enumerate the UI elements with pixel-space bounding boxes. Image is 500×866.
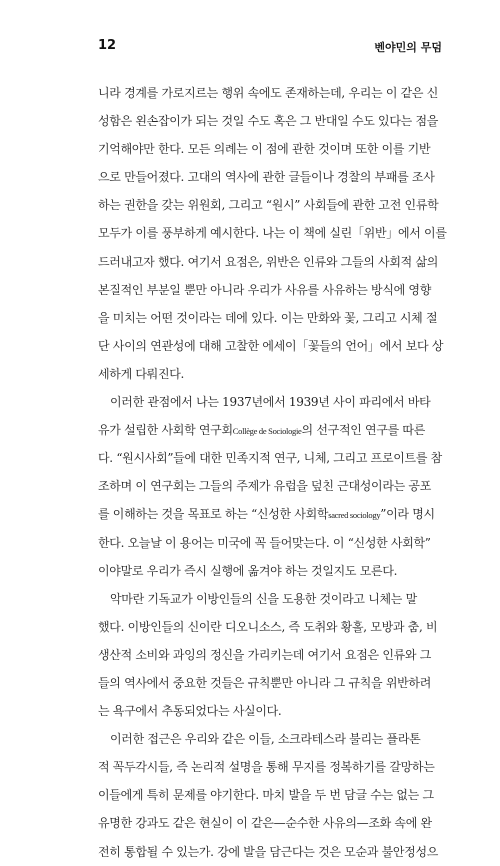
text-line bbox=[98, 276, 444, 304]
text-line bbox=[98, 79, 444, 107]
text-line-content: 이들에게 특히 문제를 야기한다. 마치 발을 두 번 담글 수는 없는 그 bbox=[98, 788, 434, 803]
text-line bbox=[98, 135, 444, 163]
text-line bbox=[98, 725, 444, 753]
running-title: 벤야민의 무덤 bbox=[374, 41, 442, 54]
text-line-content: 를 이해하는 것을 목표로 하는 “신성한 사회학 bbox=[98, 507, 329, 522]
text-line-content: 이러한 접근은 우리와 같은 이들, 소크라테스라 불리는 플라톤 bbox=[110, 732, 421, 747]
text-line bbox=[98, 613, 444, 641]
text-line bbox=[98, 444, 444, 472]
text-line-content: 생산적 소비와 과잉의 정신을 가리키는데 여기서 요점은 인류와 그 bbox=[98, 647, 432, 662]
text-line bbox=[98, 697, 444, 725]
text-line-content: 으로 만들어졌다. 고대의 역사에 관한 글들이나 경찰의 부패를 조사 bbox=[98, 170, 435, 185]
text-line bbox=[98, 781, 444, 809]
text-line bbox=[98, 529, 444, 557]
text-line-content: 다. “원시사회”들에 대한 민족지적 연구, 니체, 그리고 프로이트를 참 bbox=[98, 451, 442, 466]
text-line bbox=[98, 809, 444, 837]
foreign-term: sacred sociology bbox=[328, 510, 381, 521]
text-line-content: 조하며 이 연구회는 그들의 주제가 유럽을 덮친 근대성이라는 공포 bbox=[98, 479, 432, 494]
text-line bbox=[98, 163, 444, 191]
text-line bbox=[98, 248, 444, 276]
text-line-content: 기억해야만 한다. 모든 의례는 이 점에 관한 것이며 또한 이를 기반 bbox=[98, 142, 431, 157]
foreign-term: Collège de Sociologie bbox=[232, 426, 302, 437]
text-line-content: 모두가 이를 풍부하게 예시한다. 나는 이 책에 실린「위반」에서 이를 bbox=[98, 226, 447, 241]
text-line-content: 니라 경계를 가로지르는 행위 속에도 존재하는데, 우리는 이 같은 신 bbox=[98, 86, 439, 100]
text-line bbox=[98, 219, 447, 247]
text-line bbox=[98, 472, 444, 500]
text-line-content: 유명한 강과도 같은 현실이 이 같은—순수한 사유의—조화 속에 완 bbox=[98, 816, 432, 831]
text-line-content: 전히 통합될 수 있는가. 강에 발을 담근다는 것은 모순과 불안정성으 bbox=[98, 844, 439, 859]
text-line bbox=[98, 191, 444, 219]
text-line-content: 적 꼭두각시들, 즉 논리적 설명을 통해 무지를 정복하기를 갈망하는 bbox=[98, 760, 435, 775]
text-line-content: 유가 설립한 사회학 연구회 bbox=[98, 423, 233, 438]
text-line-content: 한다. 오늘날 이 용어는 미국에 꼭 들어맞는다. 이 “신성한 사회학” bbox=[98, 535, 431, 550]
text-line-content: 는 욕구에서 추동되었다는 사실이다. bbox=[98, 704, 282, 719]
text-line bbox=[98, 416, 444, 444]
text-line-content: 성함은 왼손잡이가 되는 것일 수도 혹은 그 반대일 수도 있다는 점을 bbox=[98, 114, 439, 129]
text-line bbox=[98, 500, 444, 528]
text-line bbox=[98, 838, 444, 866]
body-text bbox=[98, 79, 447, 866]
text-line-content: 하는 권한을 갖는 위원회, 그리고 “원시” 사회들에 관한 고전 인류학 bbox=[98, 198, 439, 213]
text-line-content: 을 미치는 어떤 것이라는 데에 있다. 이는 만화와 꽃, 그리고 시체 절 bbox=[98, 310, 438, 325]
text-line bbox=[98, 388, 444, 416]
text-line bbox=[98, 557, 444, 585]
page-number: 12 bbox=[98, 38, 117, 53]
text-line bbox=[98, 107, 444, 135]
text-line bbox=[98, 585, 444, 613]
text-line-content: 이러한 관점에서 나는 1937년에서 1939년 사이 파리에서 바타 bbox=[110, 395, 431, 410]
page-header bbox=[98, 38, 442, 56]
text-line-continuation: 의 선구적인 연구를 따른 bbox=[301, 423, 426, 438]
text-line-content: 세하게 다뤄진다. bbox=[98, 366, 185, 381]
text-line-content: 이야말로 우리가 즉시 실행에 옮겨야 하는 것일지도 모른다. bbox=[98, 563, 398, 578]
text-line bbox=[98, 641, 444, 669]
text-line bbox=[98, 753, 444, 781]
text-line-content: 드러내고자 했다. 여기서 요점은, 위반은 인류와 그들의 사회적 삶의 bbox=[98, 254, 439, 269]
text-line-continuation: ”이라 명시 bbox=[380, 507, 435, 522]
text-line bbox=[98, 669, 444, 697]
text-line bbox=[98, 360, 444, 388]
text-line-content: 본질적인 부분일 뿐만 아니라 우리가 사유를 사유하는 방식에 영향 bbox=[98, 282, 432, 297]
text-line-content: 들의 역사에서 중요한 것들은 규칙뿐만 아니라 그 규칙을 위반하려 bbox=[98, 675, 432, 690]
text-line bbox=[98, 304, 444, 332]
text-line-content: 했다. 이방인들의 신이란 디오니소스, 즉 도취와 황홀, 모방과 춤, 비 bbox=[98, 619, 438, 634]
text-line-content: 악마란 기독교가 이방인들의 신을 도용한 것이라고 니체는 말 bbox=[110, 591, 417, 606]
text-line bbox=[98, 332, 444, 360]
text-line-content: 단 사이의 연관성에 대해 고찰한 에세이「꽃들의 언어」에서 보다 상 bbox=[98, 338, 444, 353]
